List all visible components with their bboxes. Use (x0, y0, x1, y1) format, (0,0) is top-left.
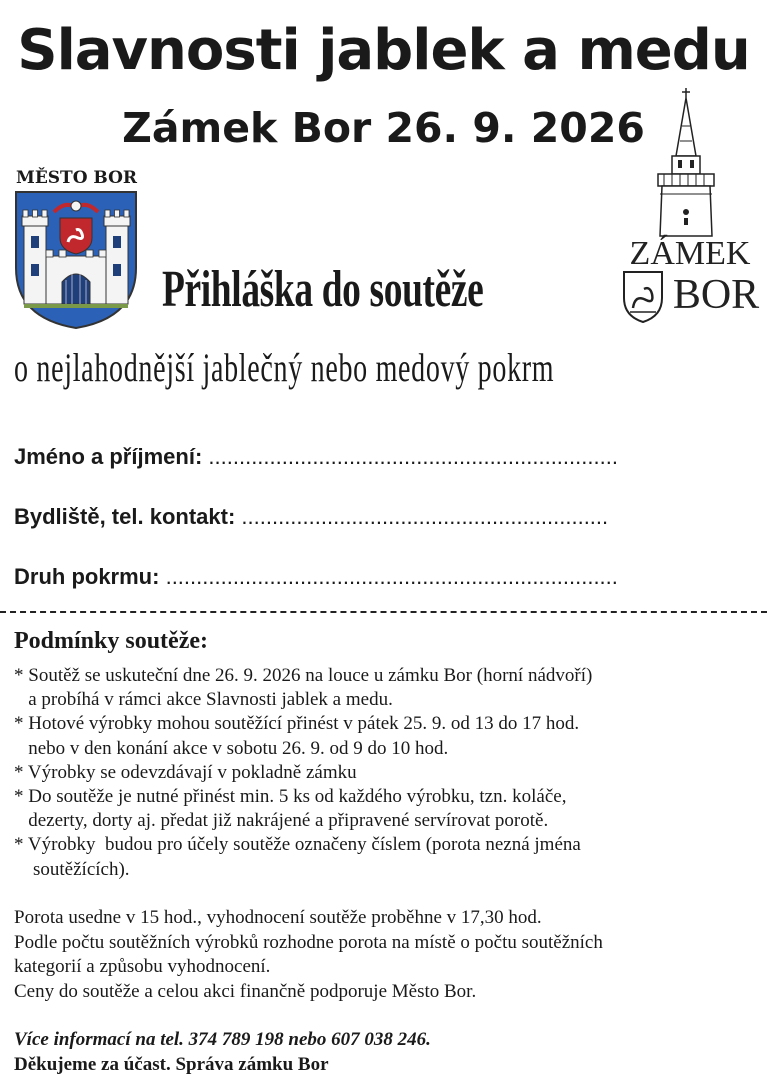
contact-info: Více informací na tel. 374 789 198 nebo 607 038 246. (14, 1029, 431, 1050)
condition-line: * Hotové výrobky mohou soutěžící přinést v pátek 25. 9. od 13 do 17 hod. (14, 713, 580, 735)
field-dish-label: Druh pokrmu: (14, 564, 160, 589)
town-label: MĚSTO BOR (16, 168, 138, 188)
condition-line: * Výrobky budou pro účely soutěže označeny číslem (porota nezná jména (14, 834, 581, 856)
event-title: Slavnosti jablek a medu (17, 18, 750, 83)
field-name[interactable] (14, 444, 618, 470)
castle-logo (620, 86, 760, 326)
notes-block (14, 906, 603, 1004)
field-name-label: Jméno a příjmení: (14, 444, 203, 469)
conditions-heading: Podmínky soutěže: (14, 628, 208, 654)
castle-logo-line2: BOR (672, 272, 760, 318)
field-address-dots: ............................................................ (241, 504, 609, 529)
form-title: Přihláška do soutěže (162, 261, 484, 318)
form-subtitle: o nejlahodnější jablečný nebo medový pokrm (14, 345, 555, 390)
note-line: Podle počtu soutěžních výrobků rozhodne porota na místě o počtu soutěžních (14, 931, 603, 953)
condition-line: dezerty, dorty aj. předat již nakrájené a připravené servírovat porotě. (14, 810, 549, 832)
field-address-phone[interactable] (14, 504, 608, 530)
note-line: Ceny do soutěže a celou akci finančně podporuje Město Bor. (14, 980, 477, 1002)
condition-line: a probíhá v rámci akce Slavnosti jablek a medu. (14, 689, 393, 711)
castle-logo-line1: ZÁMEK (629, 235, 751, 272)
condition-line: * Do soutěže je nutné přinést min. 5 ks od každého výrobku, tzn. koláče, (14, 786, 567, 808)
condition-line: nebo v den konání akce v sobotu 26. 9. od 9 do 10 hod. (14, 737, 449, 759)
town-coat-of-arms-logo (14, 190, 138, 330)
field-address-label: Bydliště, tel. kontakt: (14, 504, 236, 529)
condition-line: soutěžících). (14, 858, 130, 880)
condition-line: * Soutěž se uskuteční dne 26. 9. 2026 na louce u zámku Bor (horní nádvoří) (14, 665, 593, 686)
note-line: kategorií a způsobu vyhodnocení. (14, 956, 271, 977)
condition-line: * Výrobky se odevzdávají v pokladně zámku (14, 761, 357, 783)
event-subtitle: Zámek Bor 26. 9. 2026 (122, 104, 645, 152)
thanks-note: Děkujeme za účast. Správa zámku Bor (14, 1054, 329, 1075)
field-name-dots: ................................................................... (208, 444, 618, 469)
field-dish-dots: .......................................................................... (165, 564, 618, 589)
cut-line-divider (0, 611, 767, 613)
note-line: Porota usedne v 15 hod., vyhodnocení soutěže proběhne v 17,30 hod. (14, 907, 542, 928)
conditions-list (14, 664, 759, 882)
field-dish-type[interactable] (14, 564, 618, 590)
